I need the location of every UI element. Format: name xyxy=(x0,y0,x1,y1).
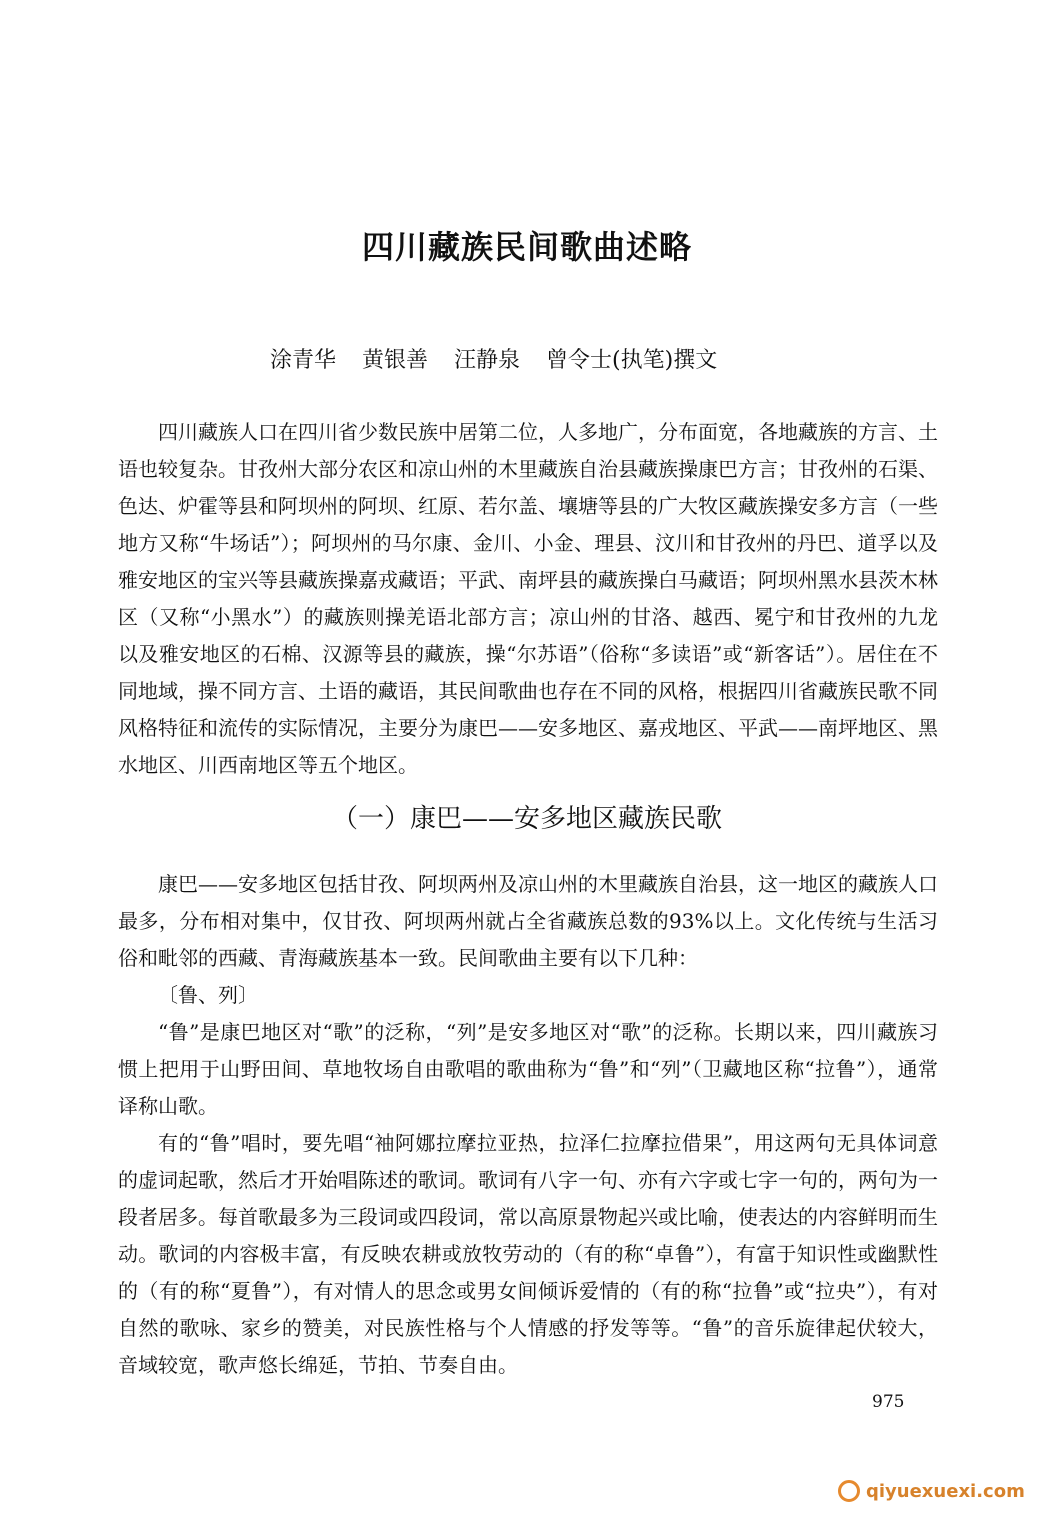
watermark-logo-icon xyxy=(838,1480,860,1502)
watermark-text: qiyuexuexi.com xyxy=(866,1480,1025,1502)
paragraph-lu-2: 有的“鲁”唱时，要先唱“袖阿娜拉摩拉亚热，拉泽仁拉摩拉借果”，用这两句无具体词意的虚词起歌，然后才开始唱陈述的歌词。歌词有八字一句、亦有六字或七字一句的，两句为一段者居多。每首歌最多为三段词或四段词，常以高原景物起兴或比喻，使表达的内容鲜明而生动。歌词的内容极丰富，有反映农耕或放牧劳动的（有的称“卓鲁”），有富于知识性或幽默性的（有的称“夏鲁”），有对情人的思念或男女间倾诉爱情的（有的称“拉鲁”或“拉央”），有对自然的歌咏、家乡的赞美，对民族性格与个人情感的抒发等等。“鲁”的音乐旋律起伏较大，音域较宽，歌声悠长绵延，节拍、节奏自由。 xyxy=(118,1131,938,1377)
author-line xyxy=(270,343,790,374)
page-title: 四川藏族民间歌曲述略 xyxy=(361,228,692,266)
page-number: 975 xyxy=(872,1392,905,1412)
watermark xyxy=(838,1480,1025,1502)
paragraph-lu-1: “鲁”是康巴地区对“歌”的泛称，“列”是安多地区对“歌”的泛称。长期以来，四川藏族习惯上把用于山野田间、草地牧场自由歌唱的歌曲称为“鲁”和“列”（卫藏地区称“拉鲁”），通常译称山歌。 xyxy=(118,1020,938,1118)
section-heading: （一）康巴——安多地区藏族民歌 xyxy=(331,804,722,834)
intro-paragraph: 四川藏族人口在四川省少数民族中居第二位，人多地广，分布面宽，各地藏族的方言、土语也较复杂。甘孜州大部分农区和凉山州的木里藏族自治县藏族操康巴方言；甘孜州的石渠、色达、炉霍等县和阿坝州的阿坝、红原、若尔盖、壤塘等县的广大牧区藏族操安多方言（一些地方又称“牛场话”）；阿坝州的马尔康、金川、小金、理县、汶川和甘孜州的丹巴、道孚以及雅安地区的宝兴等县藏族操嘉戎藏语；平武、南坪县的藏族操白马藏语；阿坝州黑水县茨木林区（又称“小黑水”）的藏族则操羌语北部方言；凉山州的甘洛、越西、冕宁和甘孜州的九龙以及雅安地区的石棉、汉源等县的藏族，操“尔苏语”（俗称“多读语”或“新客话”）。居住在不同地域，操不同方言、土语的藏语，其民间歌曲也存在不同的风格，根据四川省藏族民歌不同风格特征和流传的实际情况，主要分为康巴——安多地区、嘉戎地区、平武——南坪地区、黑水地区、川西南地区等五个地区。 xyxy=(118,420,938,777)
section-body xyxy=(118,866,938,1384)
subheading: 〔鲁、列〕 xyxy=(158,983,258,1007)
intro-block xyxy=(118,414,938,784)
author-4: 曾令士(执笔)撰文 xyxy=(546,348,718,373)
author-3: 汪静泉 xyxy=(454,348,521,373)
author-1: 涂青华 xyxy=(270,348,337,373)
section-paragraph: 康巴——安多地区包括甘孜、阿坝两州及凉山州的木里藏族自治县，这一地区的藏族人口最多，分布相对集中，仅甘孜、阿坝两州就占全省藏族总数的93%以上。文化传统与生活习俗和毗邻的西藏、青海藏族基本一致。民间歌曲主要有以下几种： xyxy=(118,872,938,970)
author-2: 黄银善 xyxy=(362,348,429,373)
